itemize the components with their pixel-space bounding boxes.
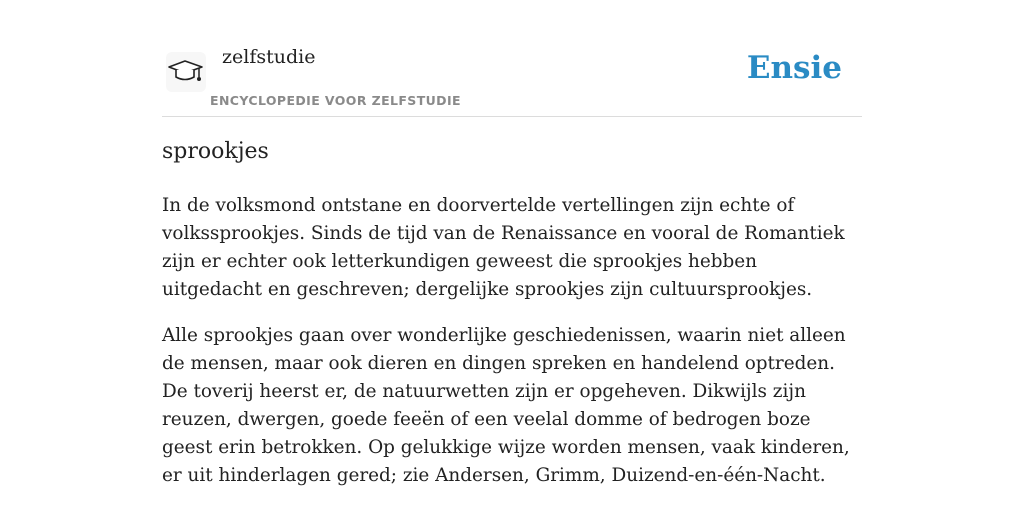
article-paragraph: Alle sprookjes gaan over wonderlijke geschiedenissen, waarin niet alleen de mensen, maar ook dieren en dingen spreken en handelend optreden. De toverij heerst er, de natuurwetten zijn er opgeheven. Dikwijls zijn reuzen, dwergen, goede feeën of een veelal domme of bedrogen boze geest erin betrokken. Op gelukkige wijze worden mensen, vaak kinderen, er uit hinderlagen gered; zie Andersen, Grimm, Duizend-en-één-Nacht. (162, 325, 850, 486)
article-title: sprookjes (162, 139, 269, 164)
page (162, 0, 862, 486)
article-paragraph: In de volksmond ontstane en doorvertelde vertellingen zijn echte of volkssprookjes. Sinds de tijd van de Renaissance en vooral de Romantiek zijn er echter ook letterkundigen geweest die sprookjes hebben uitgedacht en geschreven; dergelijke sprookjes zijn cultuursprookjes. (162, 195, 845, 300)
site-header (162, 0, 862, 117)
graduation-cap-icon[interactable] (166, 52, 206, 92)
ensie-logo-link[interactable]: Ensie (746, 50, 842, 86)
article-content (162, 192, 862, 508)
site-tagline: ENCYCLOPEDIE VOOR ZELFSTUDIE (210, 93, 461, 108)
site-name-link[interactable]: zelfstudie (222, 46, 316, 68)
